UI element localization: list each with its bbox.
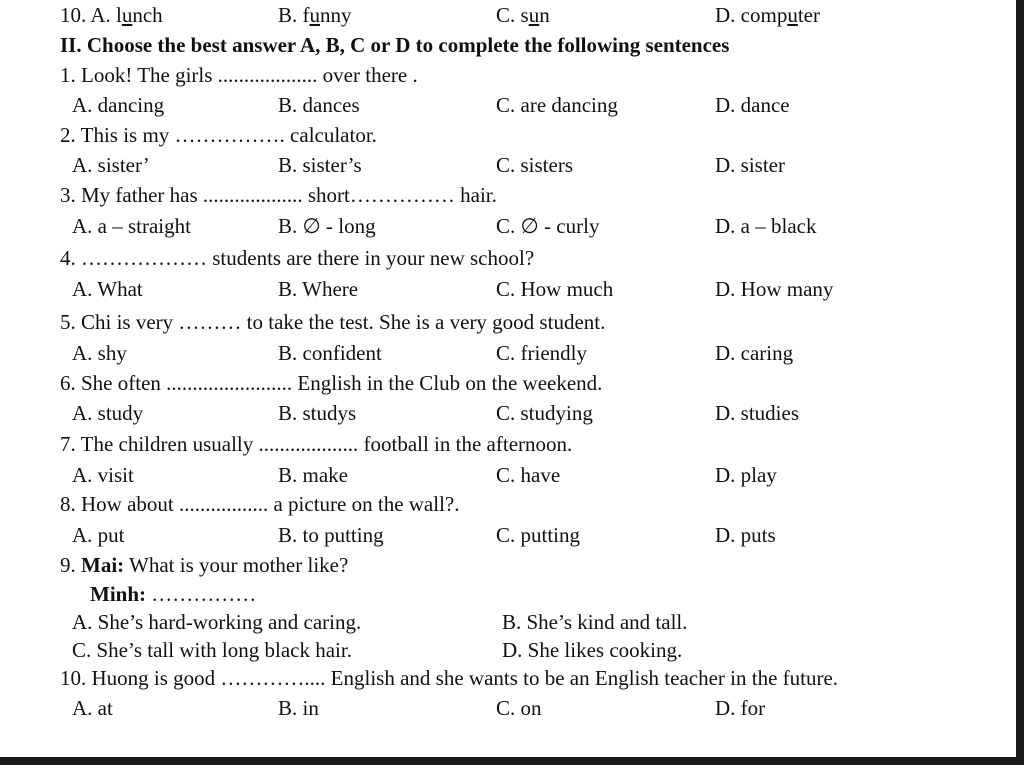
question-1: 1. Look! The girls ................... over there . [60,63,418,87]
prev-q10-number: 10. [60,3,87,27]
question-6: 6. She often ........................ English in the Club on the weekend. [60,371,603,395]
prev-q10-option-d: D. computer [715,3,820,27]
q2-option-d: D. sister [715,153,785,177]
q3-option-d: D. a – black [715,214,817,238]
q1-option-b: B. dances [278,93,360,117]
question-9 [60,553,348,577]
q4-option-d: D. How many [715,277,834,301]
q9-line-1: What is your mother like? [124,553,349,577]
q4-option-b: B. Where [278,277,359,301]
question-4: 4. ……………… students are there in your new school? [60,246,535,270]
q3-option-c: C. ∅ - curly [496,214,600,238]
q6-option-a: A. study [72,401,144,425]
q2-option-a: A. sister’ [72,153,150,177]
prev-q10-option-a: A. lunch [90,3,163,27]
q6-option-b: B. studys [278,401,357,425]
question-2: 2. This is my ……………. calculator. [60,123,377,147]
q10-option-c: C. on [496,696,542,720]
question-8: 8. How about ................. a picture on the wall?. [60,492,460,516]
q8-option-c: C. putting [496,523,581,547]
question-5: 5. Chi is very ……… to take the test. She is a very good student. [60,310,606,334]
q8-option-a: A. put [72,523,125,547]
q8-option-b: B. to putting [278,523,384,547]
frame-border-right [1016,0,1024,765]
q10-option-b: B. in [278,696,319,720]
q2-option-c: C. sisters [496,153,574,177]
frame-border-bottom [0,757,1024,765]
q9-line-2: …………… [146,582,257,606]
q9-option-d: D. She likes cooking. [502,638,683,662]
q9-option-a: A. She’s hard-working and caring. [72,610,362,634]
q5-option-a: A. shy [72,341,127,365]
q7-option-d: D. play [715,463,777,487]
q1-option-a: A. dancing [72,93,165,117]
q9-option-b: B. She’s kind and tall. [502,610,688,634]
q1-option-c: C. are dancing [496,93,618,117]
q9-speaker-minh: Minh: [90,582,147,606]
prev-q10-option-c: C. sun [496,3,550,27]
q3-option-a: A. a – straight [72,214,191,238]
q10-option-a: A. at [72,696,113,720]
q5-option-b: B. confident [278,341,382,365]
q9-speaker-mai: Mai: [81,553,125,577]
q7-option-c: C. have [496,463,561,487]
question-9-response [90,582,256,606]
q7-option-a: A. visit [72,463,134,487]
q1-option-d: D. dance [715,93,790,117]
q5-option-d: D. caring [715,341,794,365]
question-7: 7. The children usually ................... football in the afternoon. [60,432,573,456]
prev-q10-number-and-a [60,3,163,27]
q8-option-d: D. puts [715,523,776,547]
q9-number: 9. [60,553,81,577]
question-10: 10. Huong is good ………….... English and she wants to be an English teacher in the future. [60,666,839,690]
q9-option-c: C. She’s tall with long black hair. [72,638,352,662]
section-title: II. Choose the best answer A, B, C or D to complete the following sentences [60,33,730,57]
q6-option-d: D. studies [715,401,799,425]
q2-option-b: B. sister’s [278,153,362,177]
q7-option-b: B. make [278,463,348,487]
q4-option-c: C. How much [496,277,614,301]
question-3: 3. My father has ................... short…………… hair. [60,183,497,207]
q10-option-d: D. for [715,696,766,720]
q5-option-c: C. friendly [496,341,587,365]
q6-option-c: C. studying [496,401,593,425]
q3-option-b: B. ∅ - long [278,214,376,238]
q4-option-a: A. What [72,277,143,301]
prev-q10-option-b: B. funny [278,3,352,27]
